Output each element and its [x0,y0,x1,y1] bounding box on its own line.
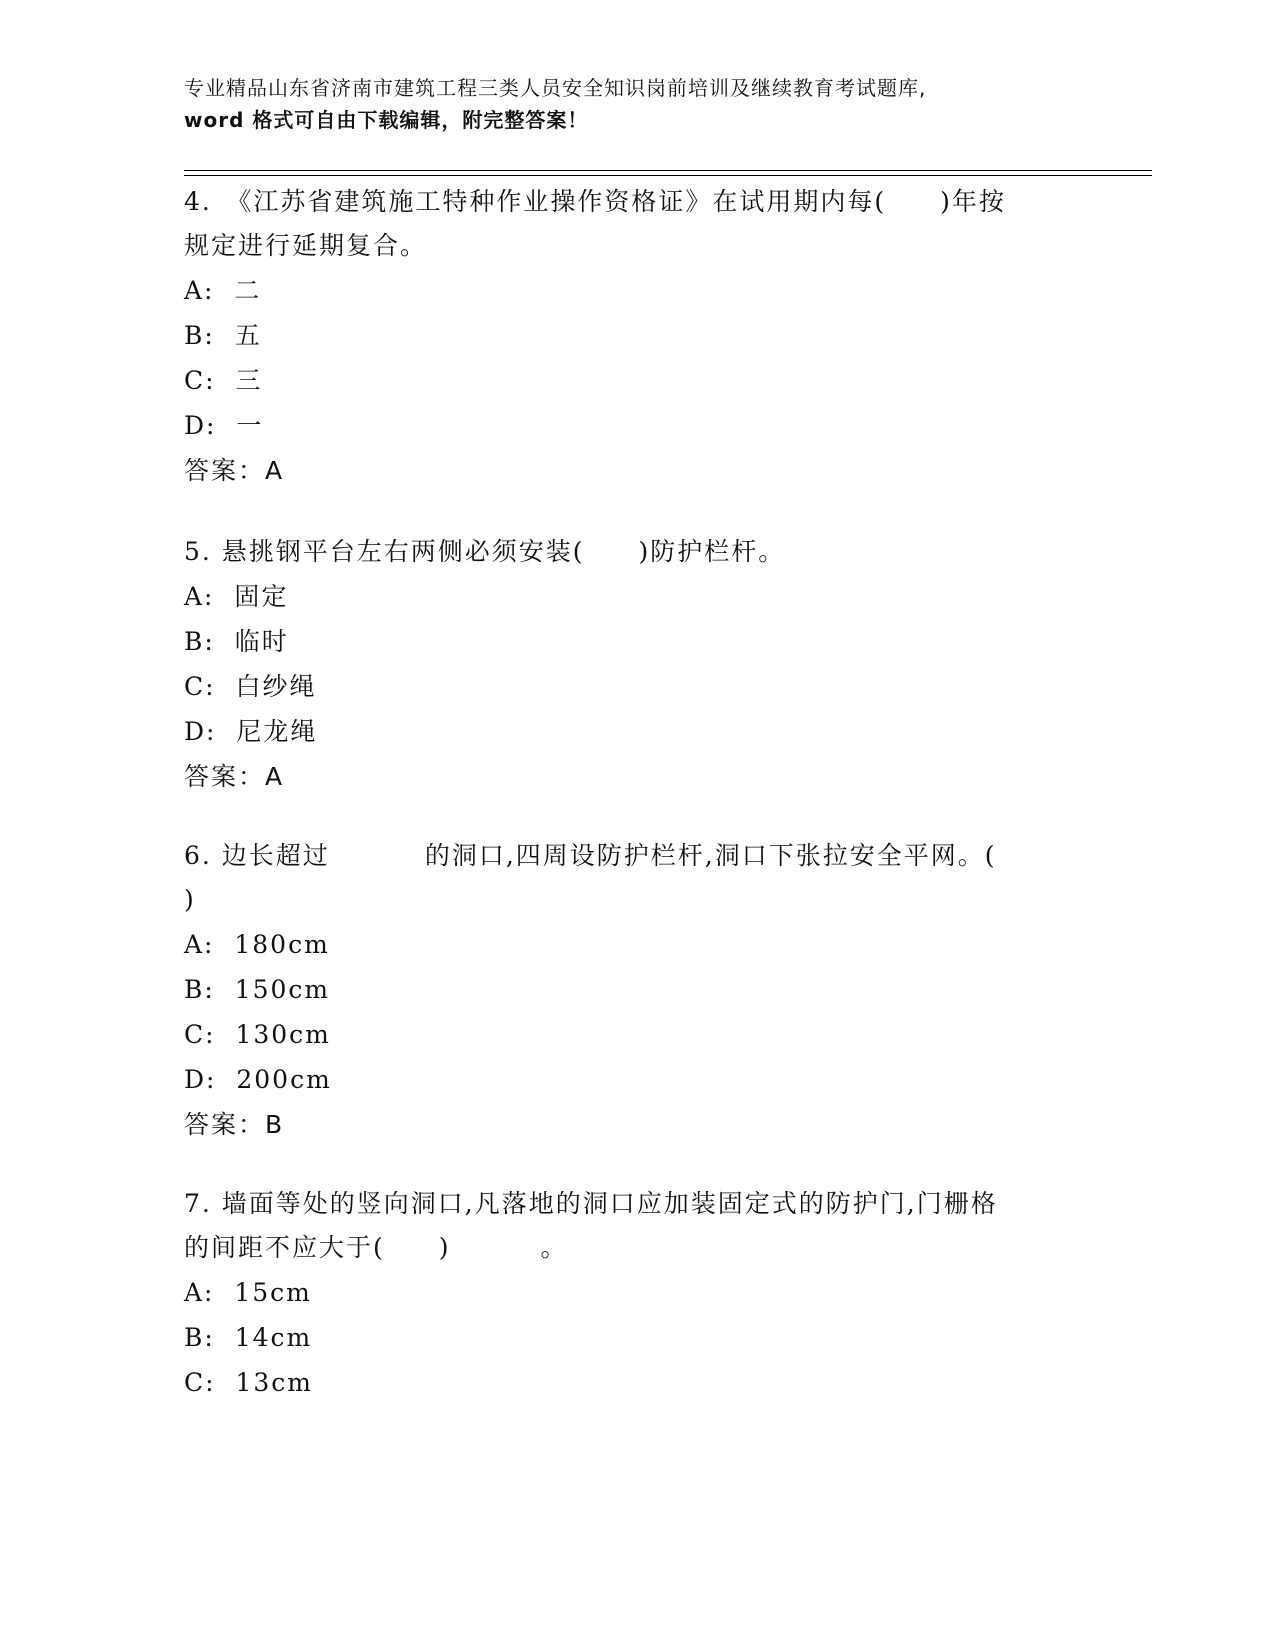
answer: 答案：A [184,456,285,485]
question-text: 5. 悬挑钢平台左右两侧必须安装( )防护栏杆。 [184,537,786,566]
option-c: C: 白纱绳 [184,672,317,701]
option-b: B: 150cm [184,975,331,1004]
question-text [184,834,1064,878]
question-text-cont [184,1226,1064,1270]
option-d: D: 200cm [184,1065,332,1094]
question-text-cont: ) [184,885,196,914]
answer: 答案：A [184,762,285,791]
document-header [184,72,1064,136]
question-text-part-1: 6. 边长超过 [184,841,330,870]
question-text-part-2: 的洞口,四周设防护栏杆,洞口下张拉安全平网。( [424,841,997,870]
header-line-1: 专业精品山东省济南市建筑工程三类人员安全知识岗前培训及继续教育考试题库, [184,76,927,100]
question-text-part-1: 的间距不应大于( ) [184,1233,451,1262]
question-5 [184,530,1064,800]
header-line-2: word 格式可自由下载编辑，附完整答案！ [184,108,589,132]
option-c: C: 三 [184,366,263,395]
option-b: B: 14cm [184,1323,313,1352]
option-a: A: 二 [184,276,262,305]
question-4 [184,180,1064,494]
option-a: A: 固定 [184,582,289,611]
option-a: A: 180cm [184,930,330,959]
question-text: 7. 墙面等处的竖向洞口,凡落地的洞口应加装固定式的防护门,门栅格 [184,1189,998,1218]
answer: 答案：B [184,1110,285,1139]
question-text: 4. 《江苏省建筑施工特种作业操作资格证》在试用期内每( )年按 [184,187,1006,216]
question-7 [184,1182,1064,1405]
option-b: B: 五 [184,321,262,350]
question-text-part-2: 。 [540,1233,568,1262]
question-6 [184,834,1064,1148]
option-c: C: 130cm [184,1020,331,1049]
option-d: D: 一 [184,411,264,440]
option-c: C: 13cm [184,1368,313,1397]
question-text-cont: 规定进行延期复合。 [184,231,428,260]
header-divider-top [184,170,1152,171]
option-d: D: 尼龙绳 [184,717,318,746]
header-divider-bottom [184,175,1152,176]
option-a: A: 15cm [184,1278,312,1307]
option-b: B: 临时 [184,627,289,656]
